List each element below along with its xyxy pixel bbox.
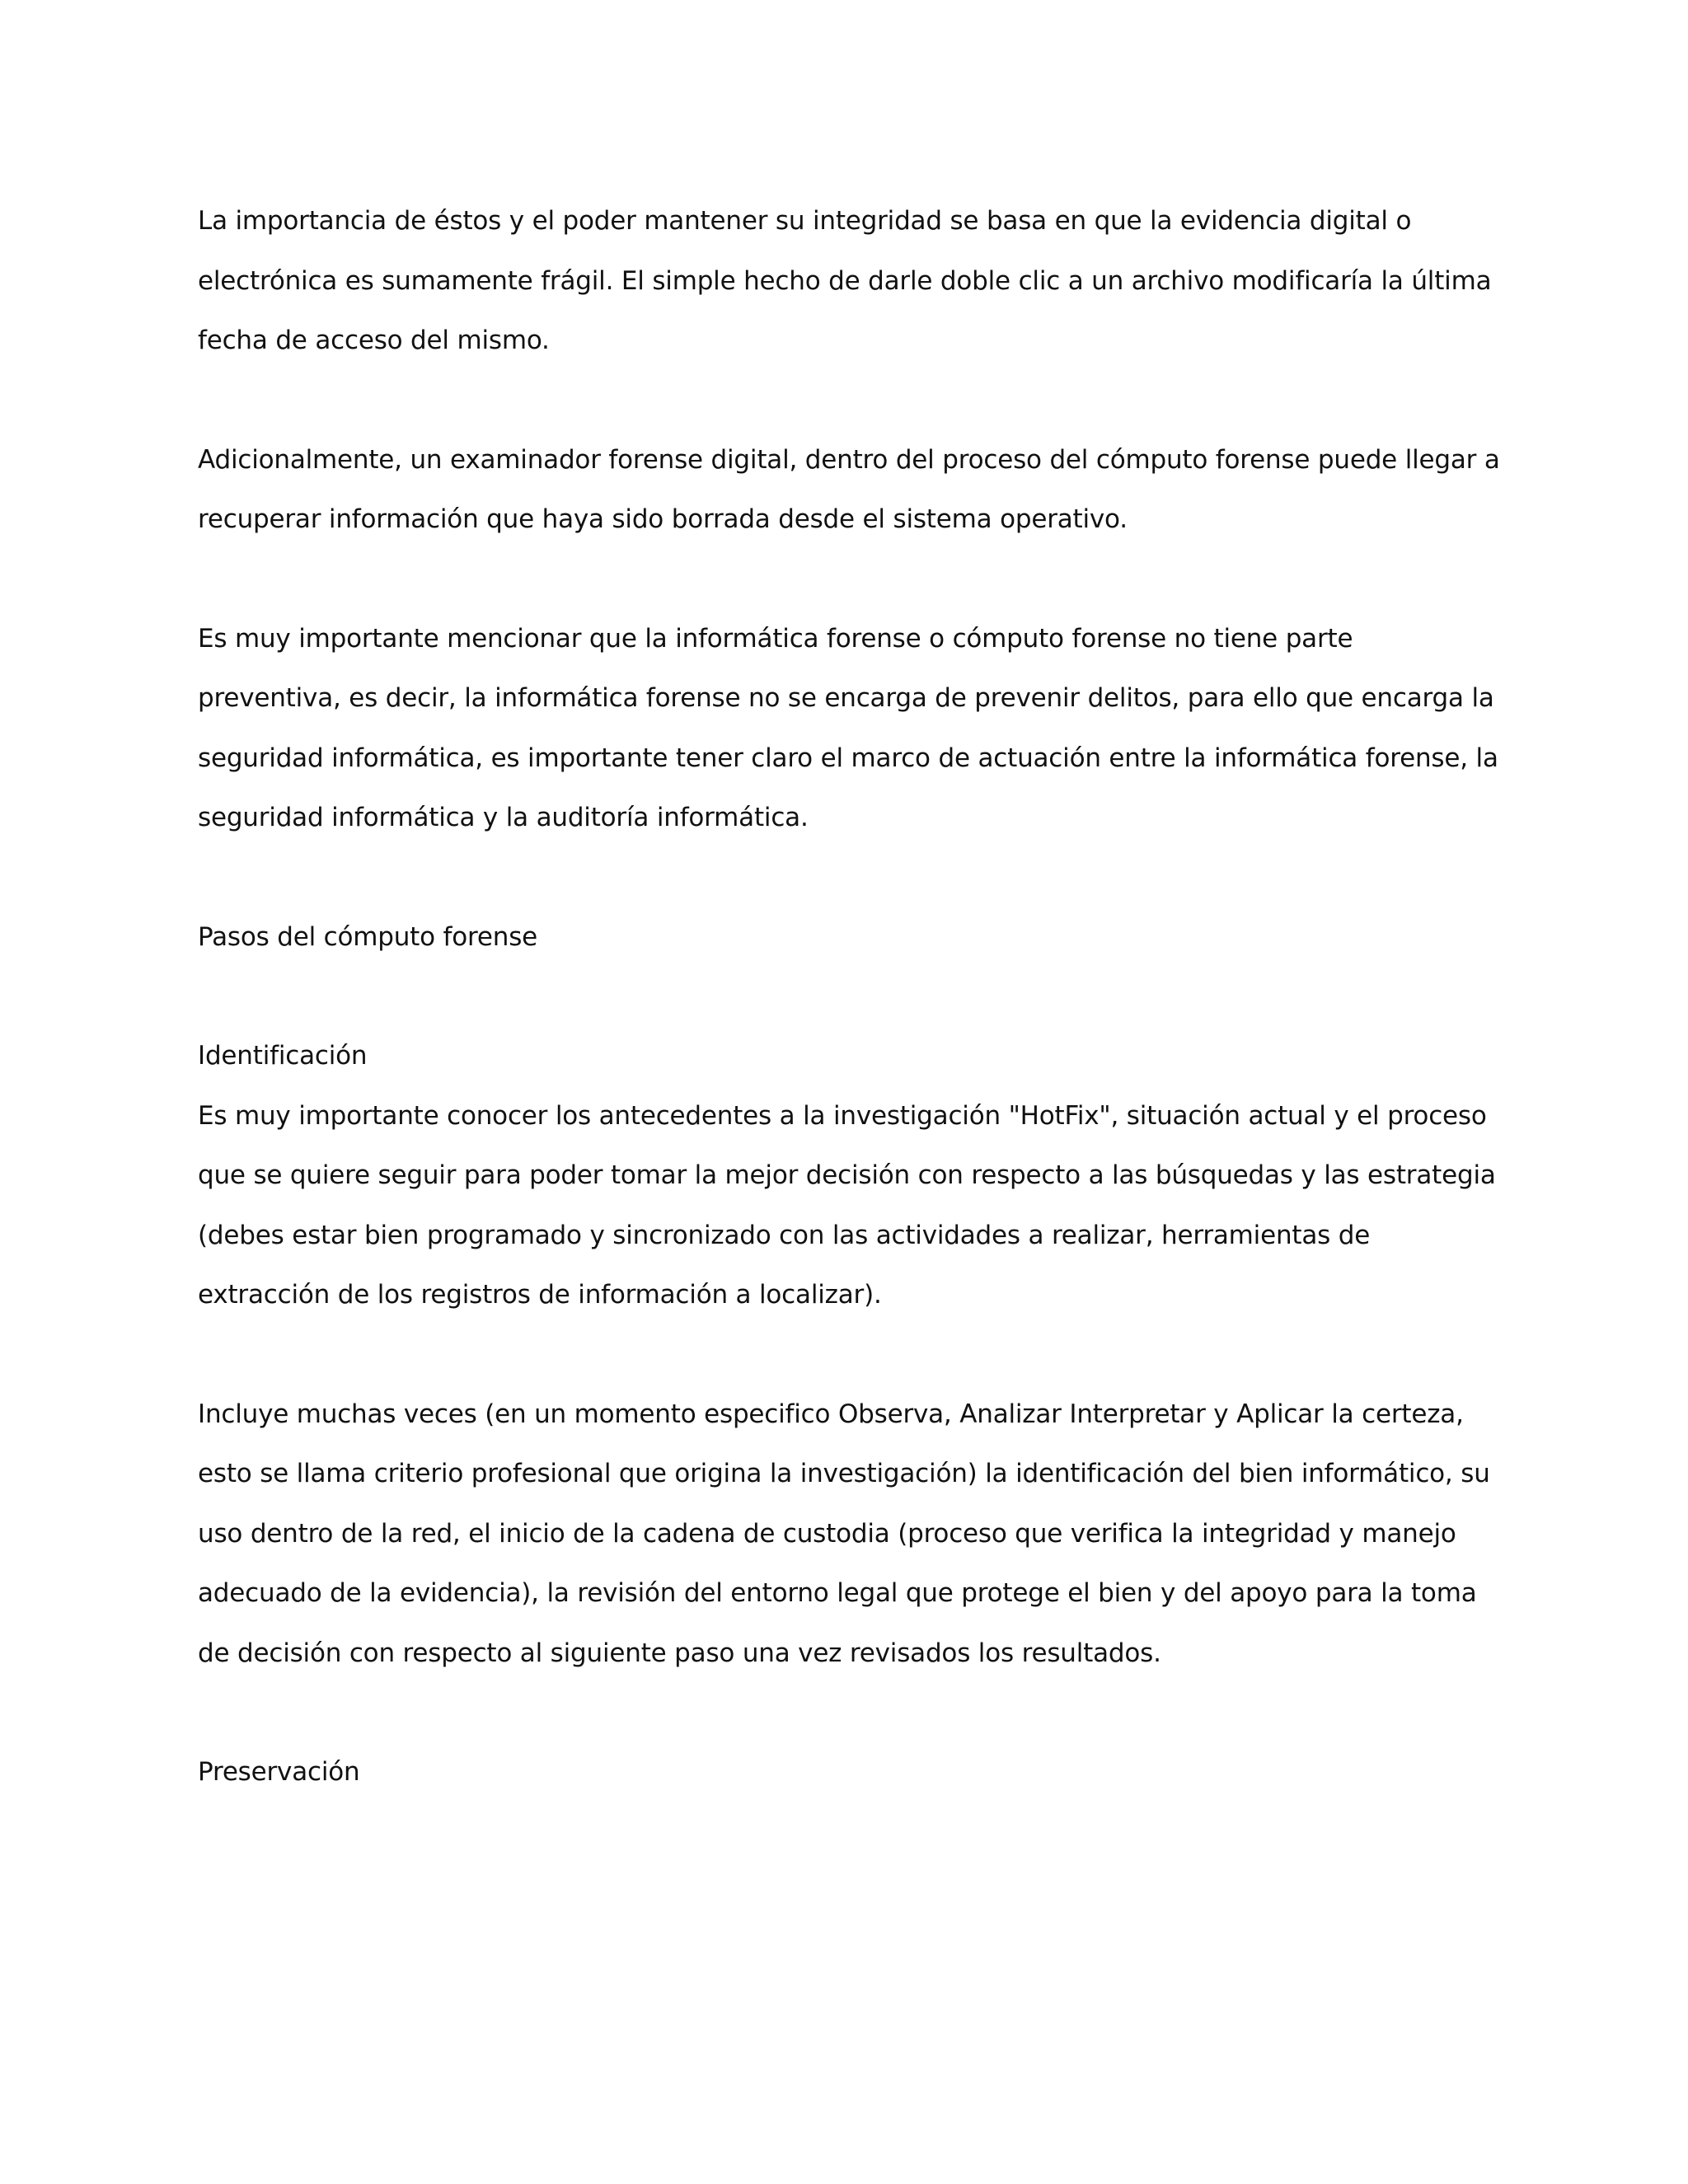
identification-heading: Identificación <box>198 1041 368 1071</box>
paragraph-spacer <box>198 550 1500 609</box>
paragraph-spacer <box>198 1325 1500 1385</box>
preservation-heading: Preservación <box>198 1757 360 1787</box>
paragraph-spacer <box>198 371 1500 430</box>
identification-paragraph-background: Es muy importante conocer los antecedentes a la investigación "HotFix", situación actual y el proceso que se quiere seguir para poder tomar la mejor decisión con respecto a las búsquedas y las estrategia (debes estar bien programado y sincronizado con las actividades a realizar, herramientas de extracción de los registros de información a localizar). <box>198 1100 1496 1310</box>
identification-paragraph-scope: Incluye muchas veces (en un momento especifico Observa, Analizar Interpretar y Aplicar la certeza, esto se llama criterio profesional que origina la investigación) la identificación del bien informático, su uso dentro de la red, el inicio de la cadena de custodia (proceso que verifica la integridad y manejo adecuado de la evidencia), la revisión del entorno legal que protege el bien y del apoyo para la toma de decisión con respecto al siguiente paso una vez revisados los resultados. <box>198 1399 1490 1668</box>
section-title: Pasos del cómputo forense <box>198 921 538 952</box>
paragraph-forensics-scope: Es muy importante mencionar que la informática forense o cómputo forense no tiene parte preventiva, es decir, la informática forense no se encarga de prevenir delitos, para ello que encarga la seguridad informática, es importante tener claro el marco de actuación entre la informática forense, la seguridad informática y la auditoría informática. <box>198 623 1498 832</box>
document-body <box>198 191 1500 1802</box>
paragraph-spacer <box>198 967 1500 1026</box>
paragraph-data-recovery: Adicionalmente, un examinador forense digital, dentro del proceso del cómputo forense puede llegar a recuperar información que haya sido borrada desde el sistema operativo. <box>198 444 1500 534</box>
paragraph-spacer <box>198 1683 1500 1742</box>
paragraph-spacer <box>198 848 1500 907</box>
paragraph-evidence-fragility: La importancia de éstos y el poder mantener su integridad se basa en que la evidencia digital o electrónica es sumamente frágil. El simple hecho de darle doble clic a un archivo modificaría la última fecha de acceso del mismo. <box>198 206 1492 355</box>
